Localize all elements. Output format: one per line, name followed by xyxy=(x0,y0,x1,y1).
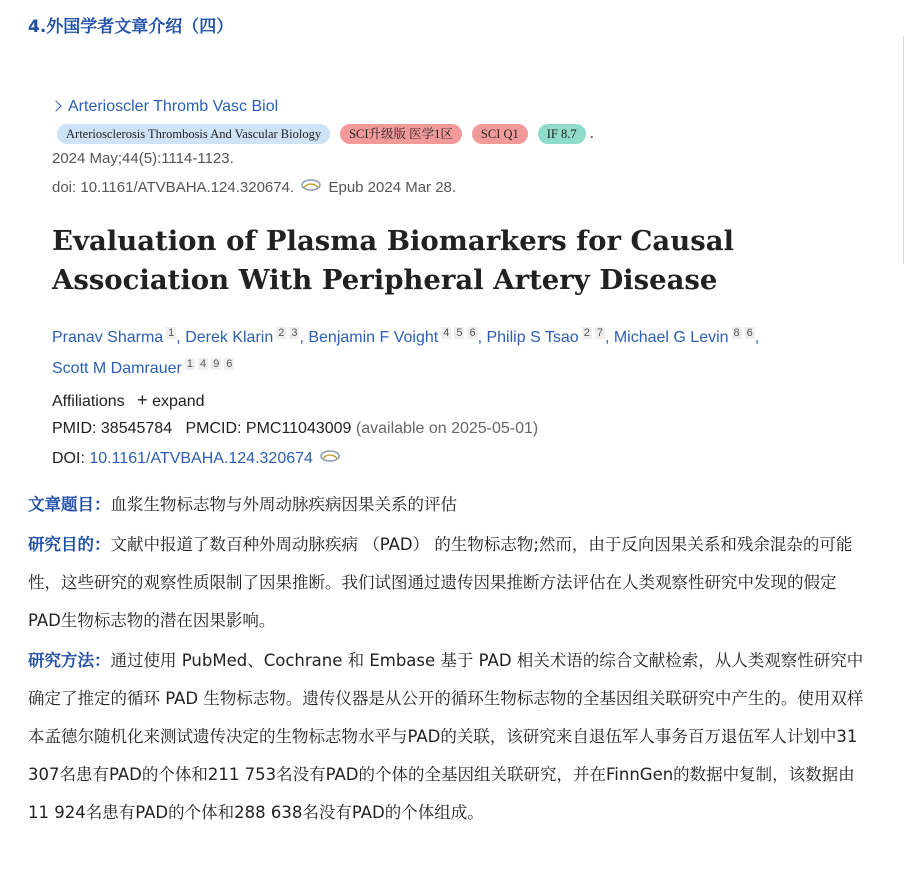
journal-full-name-badge[interactable]: Arteriosclerosis Thrombosis And Vascular Biology xyxy=(57,124,330,144)
affiliation-ref[interactable]: 4 xyxy=(443,327,450,339)
purpose-label: 研究目的： xyxy=(28,535,111,554)
author-link[interactable]: Derek Klarin xyxy=(185,329,274,346)
journal-link-label: Arterioscler Thromb Vasc Biol xyxy=(68,98,279,115)
affiliation-ref[interactable]: 3 xyxy=(291,327,298,339)
author-link[interactable]: Benjamin F Voight xyxy=(308,329,439,346)
article-title: Evaluation of Plasma Biomarkers for Causal Association With Peripheral Artery Disease xyxy=(52,225,734,296)
sci-upgrade-badge[interactable]: SCI升级版 医学1区 xyxy=(340,124,462,144)
doi-bottom xyxy=(52,450,343,468)
citation-info: 2024 May;44(5):1114-1123. xyxy=(52,150,234,167)
doi-line xyxy=(52,179,456,196)
author-link[interactable]: Pranav Sharma xyxy=(52,329,164,346)
affiliation-ref[interactable]: 8 xyxy=(733,327,740,339)
affiliation-ref[interactable]: 5 xyxy=(456,327,463,339)
method-section xyxy=(28,642,868,832)
chevron-right-icon xyxy=(50,100,61,111)
affiliation-ref[interactable]: 1 xyxy=(186,358,193,370)
doi-label: DOI: xyxy=(52,450,85,467)
availability-note: (available on 2025-05-01) xyxy=(355,420,539,437)
affiliation-ref[interactable]: 6 xyxy=(469,327,476,339)
affiliation-ref[interactable]: 9 xyxy=(213,358,220,370)
affiliation-ref[interactable]: 2 xyxy=(583,327,590,339)
plus-icon: + xyxy=(137,390,148,410)
purpose-text: 文献中报道了数百种外周动脉疾病 （PAD） 的生物标志物;然而，由于反向因果关系和残余混杂的可能性，这些研究的观察性质限制了因果推断。我们试图通过遗传因果推断方法评估在人类观察性研究中发现的假定PAD生物标志物的潜在因果影响。 xyxy=(28,535,853,630)
full-text-eye-icon[interactable] xyxy=(320,450,340,462)
affiliation-ref[interactable]: 6 xyxy=(226,358,233,370)
pmcid-label: PMCID: xyxy=(185,420,242,437)
author-link[interactable]: Michael G Levin xyxy=(613,329,729,346)
doi-text: doi: 10.1161/ATVBAHA.124.320674. xyxy=(52,179,295,196)
affiliations-label: Affiliations xyxy=(52,393,125,410)
purpose-section xyxy=(28,526,868,640)
doi-link[interactable]: 10.1161/ATVBAHA.124.320674 xyxy=(89,450,313,467)
full-text-eye-icon[interactable] xyxy=(301,179,321,191)
identifiers xyxy=(52,420,538,438)
pmid-value: 38545784 xyxy=(100,420,173,437)
article-title-section xyxy=(28,486,868,524)
affiliation-ref[interactable]: 2 xyxy=(278,327,285,339)
impact-factor-badge[interactable]: IF 8.7 xyxy=(538,124,586,144)
epub-date: Epub 2024 Mar 28. xyxy=(328,179,457,196)
method-label: 研究方法： xyxy=(28,651,111,670)
affiliation-ref[interactable]: 7 xyxy=(596,327,603,339)
journal-badges xyxy=(57,124,594,144)
author-list: Pranav Sharma $^1$ , Derek Klarin $^2$ $^3$ , Benjamin F Voight $^4$ $^5$ $^6$ , Philip S Tsao $^2$ $^7$ , Michael G Levin $^8$ $^6$ , Scott M Damrauer $^1$ $^4$ $^9$ $^6$ xyxy=(52,327,760,377)
journal-link[interactable] xyxy=(52,98,278,116)
affiliations-toggle[interactable] xyxy=(52,390,205,411)
method-text: 通过使用 PubMed、Cochrane 和 Embase 基于 PAD 相关术语的综合文献检索，从人类观察性研究中确定了推定的循环 PAD 生物标志物。遗传仪器是从公开的循环生物标志物的全基因组关联研究中产生的。使用双样本孟德尔随机化来测试遗传决定的生物标志物水平与PAD的关联，该研究来自退伍军人事务百万退伍军人计划中31 307名患有PAD的个体和211 753名没有PAD的个体的全基因组关联研究，并在FinnGen的数据中复制，该数据由11 924名患有PAD的个体和288 638名没有PAD的个体组成。 xyxy=(28,651,864,822)
badge-trailing-period: . xyxy=(589,126,595,142)
affiliation-ref[interactable]: 6 xyxy=(746,327,753,339)
affiliation-ref[interactable]: 1 xyxy=(168,327,175,339)
pmcid-value: PMC11043009 xyxy=(245,420,352,437)
section-heading: 4.外国学者文章介绍（四） xyxy=(28,17,234,37)
pmid-label: PMID: xyxy=(52,420,97,437)
title-translation: 血浆生物标志物与外周动脉疾病因果关系的评估 xyxy=(110,495,457,514)
author-link[interactable]: Philip S Tsao xyxy=(486,329,579,346)
divider xyxy=(903,36,904,264)
affiliation-ref[interactable]: 4 xyxy=(199,358,207,370)
sci-quartile-badge[interactable]: SCI Q1 xyxy=(472,124,528,144)
expand-label: expand xyxy=(152,393,205,410)
author-link[interactable]: Scott M Damrauer xyxy=(52,360,182,377)
title-label: 文章题目： xyxy=(28,495,111,514)
